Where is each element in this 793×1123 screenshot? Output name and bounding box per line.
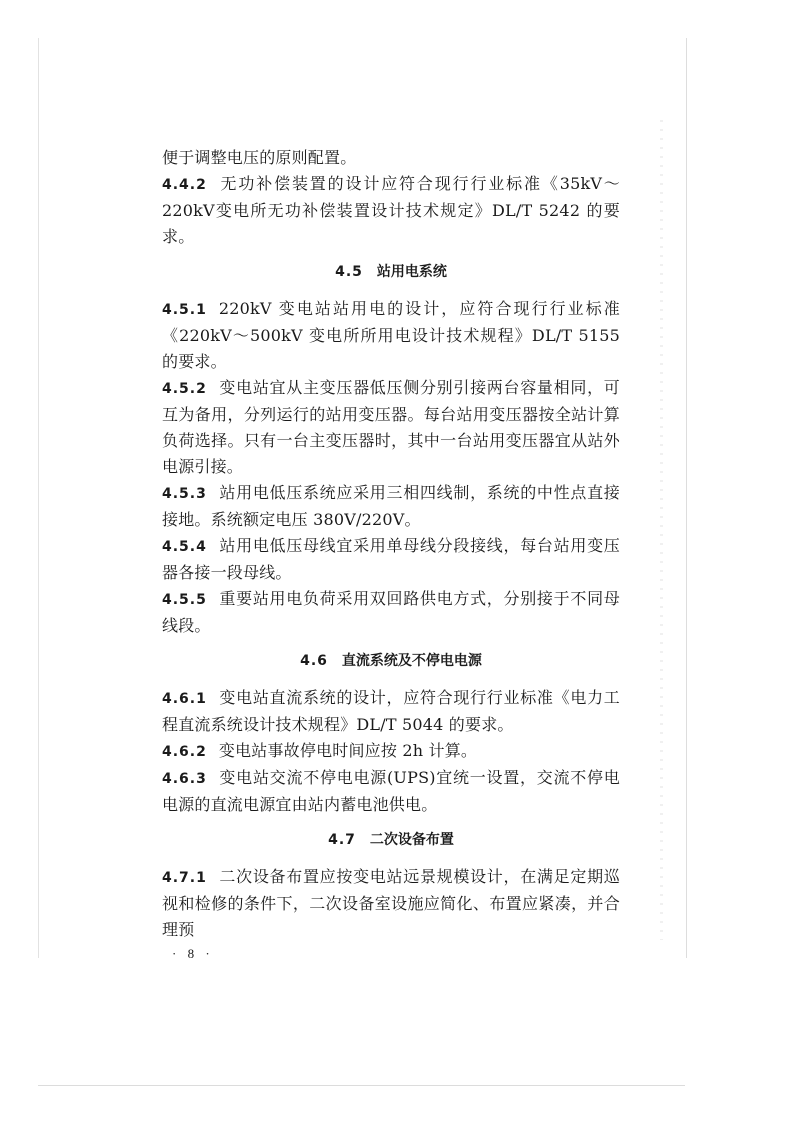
clause-text: 220kV 变电站站用电的设计，应符合现行行业标准《220kV～500kV 变电所所用电设计技术规程》DL/T 5155 的要求。 — [162, 299, 620, 371]
intro-paragraph: 便于调整电压的原则配置。 — [162, 148, 357, 167]
clause-4-4-2 — [162, 171, 620, 250]
section-heading-4-6 — [162, 649, 620, 673]
clause-number: 4.6.1 — [162, 691, 207, 707]
clause-number: 4.7.1 — [162, 870, 207, 886]
section-number: 4.6 — [300, 653, 328, 669]
section-number: 4.5 — [335, 264, 363, 280]
clause-text: 重要站用电负荷采用双回路供电方式，分别接于不同母线段。 — [162, 589, 620, 635]
clause-4-5-4 — [162, 533, 620, 586]
clause-number: 4.5.4 — [162, 539, 207, 555]
clause-number: 4.5.2 — [162, 381, 207, 397]
clause-number: 4.6.3 — [162, 771, 207, 787]
section-heading-4-5 — [162, 260, 620, 284]
clause-4-5-5 — [162, 586, 620, 639]
clause-number: 4.5.3 — [162, 486, 207, 502]
page-content — [162, 145, 620, 965]
clause-text: 站用电低压母线宜采用单母线分段接线，每台站用变压器各接一段母线。 — [162, 536, 620, 582]
clause-4-5-1 — [162, 296, 620, 375]
clause-number: 4.5.5 — [162, 592, 207, 608]
clause-text: 变电站事故停电时间应按 2h 计算。 — [218, 741, 478, 760]
clause-text: 变电站直流系统的设计，应符合现行行业标准《电力工程直流系统设计技术规程》DL/T 5044 的要求。 — [162, 688, 620, 734]
section-title: 二次设备布置 — [369, 832, 454, 848]
clause-4-6-3 — [162, 765, 620, 818]
section-number: 4.7 — [328, 832, 356, 848]
page-number: · 8 · — [172, 946, 214, 961]
clause-text: 二次设备布置应按变电站远景规模设计，在满足定期巡视和检修的条件下，二次设备室设施应简化、布置应紧凑，并合理预 — [162, 867, 620, 939]
clause-number: 4.5.1 — [162, 302, 207, 318]
section-title: 直流系统及不停电电源 — [341, 653, 482, 669]
clause-4-6-2 — [162, 738, 620, 765]
clause-number: 4.4.2 — [162, 177, 207, 193]
clause-4-6-1 — [162, 685, 620, 738]
clause-text: 变电站宜从主变压器低压侧分别引接两台容量相同，可互为备用，分列运行的站用变压器。每台站用变压器按全站计算负荷选择。只有一台主变压器时，其中一台站用变压器宜从站外电源引接。 — [162, 378, 620, 476]
clause-text: 无功补偿装置的设计应符合现行行业标准《35kV～220kV变电所无功补偿装置设计技术规定》DL/T 5242 的要求。 — [162, 174, 620, 246]
clause-4-7-1 — [162, 864, 620, 943]
clause-number: 4.6.2 — [162, 744, 207, 760]
bottom-rule — [38, 1085, 685, 1086]
clause-text: 站用电低压系统应采用三相四线制，系统的中性点直接接地。系统额定电压 380V/220V。 — [162, 483, 620, 529]
section-title: 站用电系统 — [376, 264, 447, 280]
clause-text: 变电站交流不停电电源(UPS)宜统一设置，交流不停电电源的直流电源宜由站内蓄电池供电。 — [162, 768, 620, 814]
clause-4-5-3 — [162, 480, 620, 533]
scan-artifact — [660, 120, 663, 940]
clause-4-5-2 — [162, 375, 620, 480]
section-heading-4-7 — [162, 828, 620, 852]
